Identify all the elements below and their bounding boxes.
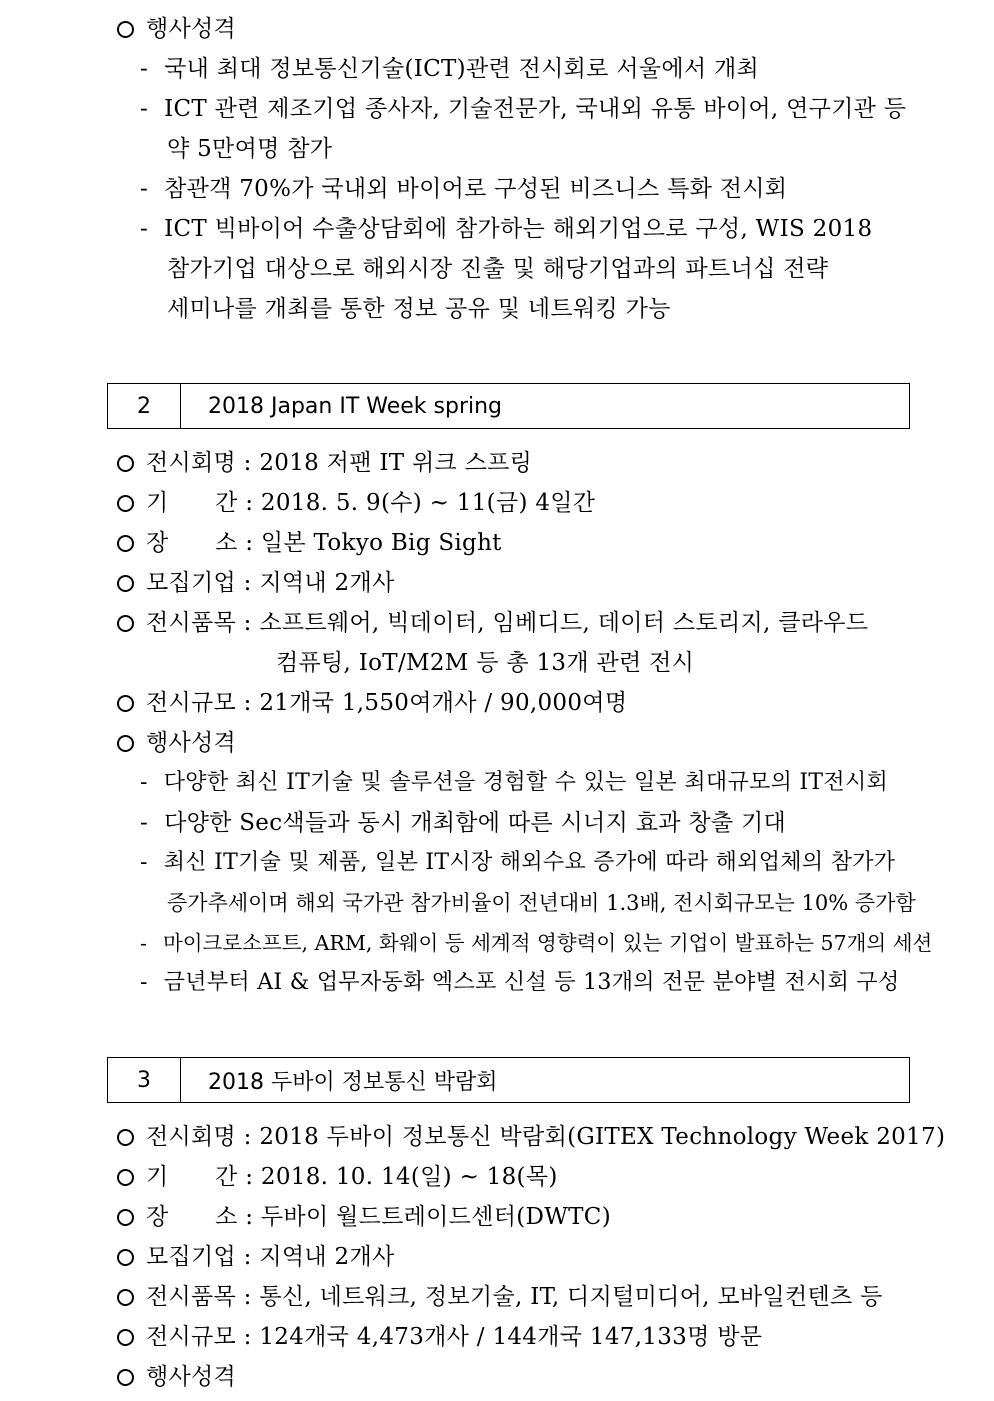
list-item: 장 소 : 두바이 월드트레이드센터(DWTC) [117, 1202, 611, 1232]
list-item: - 참관객 70%가 국내외 바이어로 구성된 비즈니스 특화 전시회 [140, 176, 788, 202]
circle-bullet-icon [117, 1289, 134, 1306]
circle-bullet-icon [117, 575, 134, 592]
section-header-2 [107, 383, 910, 429]
section-title: 2018 Japan IT Week spring [208, 393, 503, 419]
list-item-continuation: 증가추세이며 해외 국가관 참가비율이 전년대비 1.3배, 전시회규모는 10% 증가함 [167, 891, 916, 915]
section-number: 3 [108, 1058, 181, 1102]
list-item: 행사성격 [117, 1362, 236, 1392]
circle-bullet-icon [117, 615, 134, 632]
list-item: 전시회명 : 2018 저팬 IT 위크 스프링 [117, 448, 532, 478]
list-item: 장 소 : 일본 Tokyo Big Sight [117, 528, 502, 558]
circle-bullet-icon [117, 1369, 134, 1386]
list-item: 전시품목 : 통신, 네트워크, 정보기술, IT, 디지털미디어, 모바일컨텐츠 등 [117, 1282, 883, 1312]
section-header-3 [107, 1057, 910, 1103]
circle-bullet-icon [117, 535, 134, 552]
list-item: 기 간 : 2018. 5. 9(수) ~ 11(금) 4일간 [117, 488, 595, 518]
circle-bullet-icon [117, 21, 134, 38]
circle-bullet-icon [117, 1169, 134, 1186]
list-item: 행사성격 [117, 14, 236, 44]
list-item: 행사성격 [117, 728, 236, 758]
list-item: - ICT 관련 제조기업 종사자, 기술전문가, 국내외 유통 바이어, 연구기관 등 [140, 96, 907, 122]
list-item-continuation: 컴퓨팅, IoT/M2M 등 총 13개 관련 전시 [276, 650, 695, 676]
circle-bullet-icon [117, 1249, 134, 1266]
list-item: - 최신 IT기술 및 제품, 일본 IT시장 해외수요 증가에 따라 해외업체의 참가가 [140, 850, 896, 875]
list-item-continuation: 세미나를 개최를 통한 정보 공유 및 네트워킹 가능 [167, 296, 671, 322]
list-item: 전시회명 : 2018 두바이 정보통신 박람회(GITEX Technology Week 2017) [117, 1122, 945, 1152]
list-item: 기 간 : 2018. 10. 14(일) ~ 18(목) [117, 1162, 558, 1192]
circle-bullet-icon [117, 1209, 134, 1226]
list-item: - 금년부터 AI & 업무자동화 엑스포 신설 등 13개의 전문 분야별 전시회 구성 [140, 970, 900, 995]
list-item: - 다양한 최신 IT기술 및 솔루션을 경험할 수 있는 일본 최대규모의 IT전시회 [140, 770, 889, 795]
list-item: 모집기업 : 지역내 2개사 [117, 1242, 394, 1272]
section-title: 2018 두바이 정보통신 박람회 [208, 1069, 498, 1095]
list-item: - 마이크로소프트, ARM, 화웨이 등 세계적 영향력이 있는 기업이 발표하는 57개의 세션 [140, 931, 933, 955]
circle-bullet-icon [117, 1129, 134, 1146]
list-item: - 국내 최대 정보통신기술(ICT)관련 전시회로 서울에서 개최 [140, 56, 759, 82]
section-number: 2 [108, 384, 181, 428]
circle-bullet-icon [117, 735, 134, 752]
list-item: - ICT 빅바이어 수출상담회에 참가하는 해외기업으로 구성, WIS 2018 [140, 216, 873, 242]
list-item: 전시품목 : 소프트웨어, 빅데이터, 임베디드, 데이터 스토리지, 클라우드 [117, 608, 868, 638]
list-item: - 다양한 Sec색들과 동시 개최함에 따른 시너지 효과 창출 기대 [140, 810, 787, 836]
list-item: 모집기업 : 지역내 2개사 [117, 568, 394, 598]
circle-bullet-icon [117, 1329, 134, 1346]
list-item-continuation: 약 5만여명 참가 [167, 136, 333, 162]
circle-bullet-icon [117, 695, 134, 712]
list-item-continuation: 참가기업 대상으로 해외시장 진출 및 해당기업과의 파트너십 전략 [167, 256, 829, 282]
list-item: 전시규모 : 124개국 4,473개사 / 144개국 147,133명 방문 [117, 1322, 762, 1352]
list-item: 전시규모 : 21개국 1,550여개사 / 90,000여명 [117, 688, 627, 718]
circle-bullet-icon [117, 455, 134, 472]
circle-bullet-icon [117, 495, 134, 512]
